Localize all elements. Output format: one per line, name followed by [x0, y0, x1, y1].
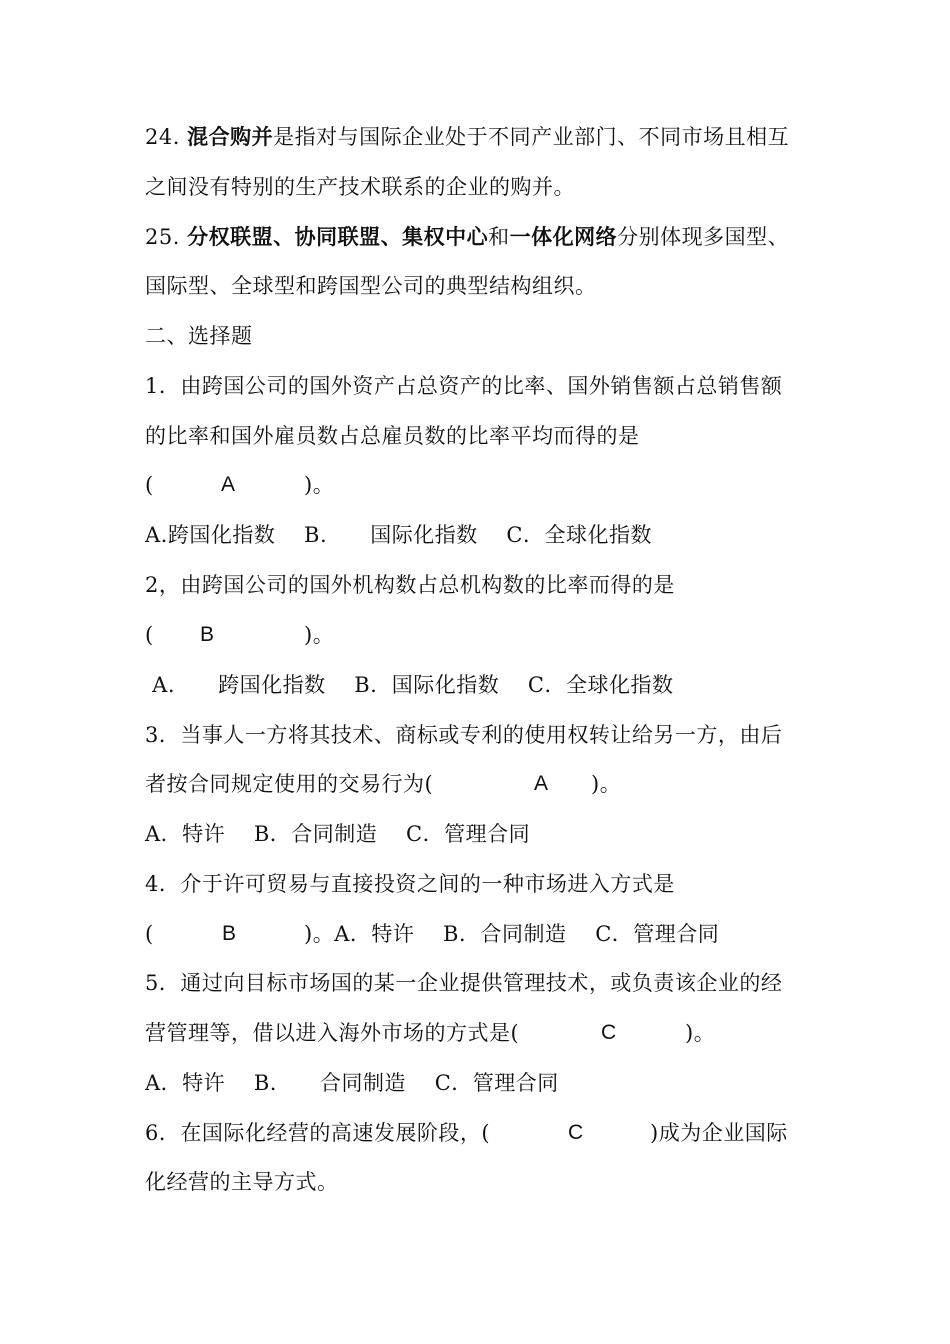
- choice-q5-text: 营管理等，借以进入海外市场的方式是(: [145, 1021, 520, 1045]
- choice-q6-line-2: 化经营的主导方式。: [145, 1170, 339, 1194]
- choice-q3-line-2: [145, 769, 622, 799]
- choice-q5-options: A．特许 B. 合同制造 C．管理合同: [145, 1071, 559, 1095]
- section-title: 二、选择题: [145, 324, 253, 348]
- choice-q2-line-1: 2，由跨国公司的国外机构数占总机构数的比率而得的是: [145, 573, 675, 597]
- choice-q1-answer: A: [221, 473, 236, 496]
- paren-close: )。: [591, 772, 622, 796]
- paren-open: (: [145, 473, 154, 497]
- paren-open: (: [145, 922, 154, 946]
- paren-close: )。: [304, 623, 335, 647]
- q24-number: 24.: [145, 125, 180, 149]
- q25-number: 25.: [145, 225, 180, 249]
- choice-q6-line-1: [145, 1118, 788, 1148]
- q24-term: 混合购并: [187, 124, 274, 149]
- choice-q1-line-1: 1．由跨国公司的国外资产占总资产的比率、国外销售额占总销售额: [145, 374, 783, 398]
- choice-q5-answer: C: [601, 1021, 617, 1044]
- choice-q4-options: )。A．特许 B．合同制造 C．管理合同: [304, 922, 720, 946]
- choice-q6-text: 6．在国际化经营的高速发展阶段，(: [145, 1121, 491, 1145]
- choice-q4-answer: B: [222, 922, 237, 945]
- q24-text: 是指对与国际企业处于不同产业部门、不同市场且相互: [273, 125, 790, 149]
- paren-close: )。: [304, 473, 335, 497]
- choice-q2-options: A. 跨国化指数 B．国际化指数 C．全球化指数: [145, 673, 674, 697]
- q25-term-3: 集权中心: [402, 224, 489, 249]
- choice-q6-answer: C: [568, 1121, 584, 1144]
- choice-q1-answer-line: [145, 470, 335, 500]
- q24-line-2: 之间没有特别的生产技术联系的企业的购并。: [145, 175, 575, 199]
- q25-term-2: 协同联盟: [294, 224, 381, 249]
- q25-term-1: 分权联盟: [187, 224, 274, 249]
- choice-q3-options: A．特许 B．合同制造 C．管理合同: [145, 822, 531, 846]
- choice-q2-answer: B: [200, 623, 215, 646]
- q25-term-4: 一体化网络: [509, 224, 618, 249]
- choice-q3-line-1: 3．当事人一方将其技术、商标或专利的使用权转让给另一方，由后: [145, 723, 783, 747]
- paren-close: )。: [685, 1021, 716, 1045]
- choice-q6-text-after: )成为企业国际: [650, 1121, 788, 1145]
- q24-line-1: [145, 122, 789, 152]
- choice-q1-line-2: 的比率和国外雇员数占总雇员数的比率平均而得的是: [145, 424, 640, 448]
- q25-separator-2: 、: [380, 224, 403, 249]
- q25-and: 和: [488, 225, 510, 249]
- choice-q2-answer-line: [145, 620, 335, 650]
- q25-line-1: [145, 222, 789, 252]
- q25-separator-1: 、: [273, 224, 295, 249]
- choice-q3-text: 者按合同规定使用的交易行为(: [145, 772, 434, 796]
- choice-q4-answer-line: [145, 919, 720, 949]
- choice-q3-answer: A: [534, 772, 549, 795]
- choice-q5-line-2: [145, 1018, 716, 1048]
- q25-text: 分别体现多国型、: [617, 225, 790, 249]
- paren-open: (: [145, 623, 154, 647]
- choice-q5-line-1: 5．通过向目标市场国的某一企业提供管理技术，或负责该企业的经: [145, 971, 783, 995]
- choice-q1-options: A.跨国化指数 B. 国际化指数 C．全球化指数: [145, 523, 652, 547]
- choice-q4-line-1: 4．介于许可贸易与直接投资之间的一种市场进入方式是: [145, 872, 675, 896]
- q25-line-2: 国际型、全球型和跨国型公司的典型结构组织。: [145, 274, 597, 298]
